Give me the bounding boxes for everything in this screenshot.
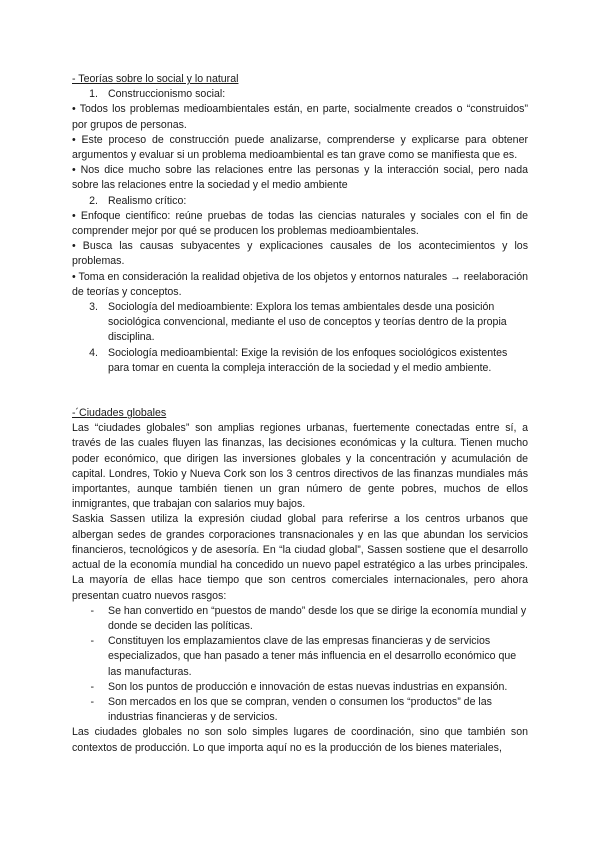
item-number: 3. bbox=[89, 301, 98, 314]
bullet-paragraph: • Nos dice mucho sobre las relaciones entre las personas y la interacción social, pero nada sobre las relaciones entre la sociedad y el medio ambiente bbox=[72, 164, 528, 192]
paragraph: Saskia Sassen utiliza la expresión ciudad global para referirse a los centros urbanos que albergan sedes de grandes corporaciones transnacionales y en las que abundan los servicios financieros, tecnológicos y de asesoría. En “la ciudad global”, Sassen sostiene que el desarrollo actual de la economía mundial ha concedido un nuevo papel estratégico a las urbes principales. La mayoría de ellas hace tiempo que son centros comerciales internacionales, pero ahora presentan cuatro nuevos rasgos: bbox=[72, 513, 528, 602]
section-gap bbox=[72, 376, 528, 406]
item-label: Sociología medioambiental: Exige la revisión de los enfoques sociológicos existentes para tomar en cuenta la compleja interacción de la sociedad y el medio ambiente. bbox=[108, 346, 508, 374]
bullet-paragraph: • Enfoque científico: reúne pruebas de todas las ciencias naturales y sociales con el fin de comprender mejor por qué se producen los problemas medioambientales. bbox=[72, 209, 528, 238]
section-heading-global-cities: -´Ciudades globales bbox=[72, 407, 167, 420]
dash-marker: - bbox=[90, 604, 94, 617]
dash-marker: - bbox=[90, 680, 94, 693]
numbered-item-1 bbox=[72, 87, 528, 102]
item-label: Sociología del medioambiente: Explora los temas ambientales desde una posición sociológica convencional, mediante el uso de conceptos y teorías dentro de la propia disciplina. bbox=[108, 301, 507, 344]
dash-list-item bbox=[72, 695, 528, 725]
item-number: 1. bbox=[89, 88, 98, 101]
paragraph: Las ciudades globales no son solo simples lugares de coordinación, sino que también son contextos de producción. Lo que importa aquí no es la producción de los bienes materiales, bbox=[72, 726, 528, 754]
bullet-paragraph: • Todos los problemas medioambientales están, en parte, socialmente creados o “construidos” por grupos de personas. bbox=[72, 103, 528, 131]
document-page bbox=[72, 72, 528, 756]
numbered-item-3 bbox=[72, 300, 528, 346]
bullet-paragraph: • Este proceso de construcción puede analizarse, comprenderse y explicarse para obtener argumentos y evaluar si un problema medioambiental es tan grave como se manifiesta que es. bbox=[72, 133, 528, 162]
item-label: Construccionismo social: bbox=[108, 88, 226, 101]
bullet-paragraph: • Busca las causas subyacentes y explicaciones causales de los acontecimientos y los problemas. bbox=[72, 240, 528, 268]
item-number: 2. bbox=[89, 194, 98, 207]
list-text: Son los puntos de producción e innovación de estas nuevas industrias en expansión. bbox=[108, 680, 508, 693]
section-heading-theories: - Teorías sobre lo social y lo natural bbox=[72, 73, 239, 85]
dash-marker: - bbox=[90, 635, 94, 648]
dash-list-item bbox=[72, 634, 528, 680]
numbered-item-4 bbox=[72, 346, 528, 376]
dash-marker: - bbox=[90, 695, 94, 708]
dash-list-item bbox=[72, 604, 528, 634]
dash-list-item bbox=[72, 680, 528, 695]
numbered-item-2 bbox=[72, 194, 528, 209]
item-number: 4. bbox=[89, 346, 98, 359]
list-text: Son mercados en los que se compran, venden o consumen los “productos” de las industrias financieras y de servicios. bbox=[108, 695, 492, 724]
item-label: Realismo crítico: bbox=[108, 194, 187, 207]
bullet-paragraph: • Toma en consideración la realidad objetiva de los objetos y entornos naturales → reelaboración de teorías y conceptos. bbox=[72, 270, 528, 298]
paragraph: Las “ciudades globales” son amplias regiones urbanas, fuertemente conectadas entre sí, a través de las cuales fluyen las finanzas, las decisiones económicas y la cultura. Tienen mucho poder económico, que dirigen las inversiones globales y la concentración y acumulación de capital. Londres, Tokio y Nueva Cork son los 3 centros directivos de las finanzas mundiales más importantes, aunque también tienen un gran número de gente pobres, muchos de ellos inmigrantes, que trabajan con salarios muy bajos. bbox=[72, 422, 528, 511]
list-text: Constituyen los emplazamientos clave de las empresas financieras y de servicios especializados, que han pasado a tener más influencia en el desarrollo económico que las manufacturas. bbox=[108, 635, 517, 678]
list-text: Se han convertido en “puestos de mando” desde los que se dirige la economía mundial y donde se deciden las políticas. bbox=[108, 604, 527, 632]
